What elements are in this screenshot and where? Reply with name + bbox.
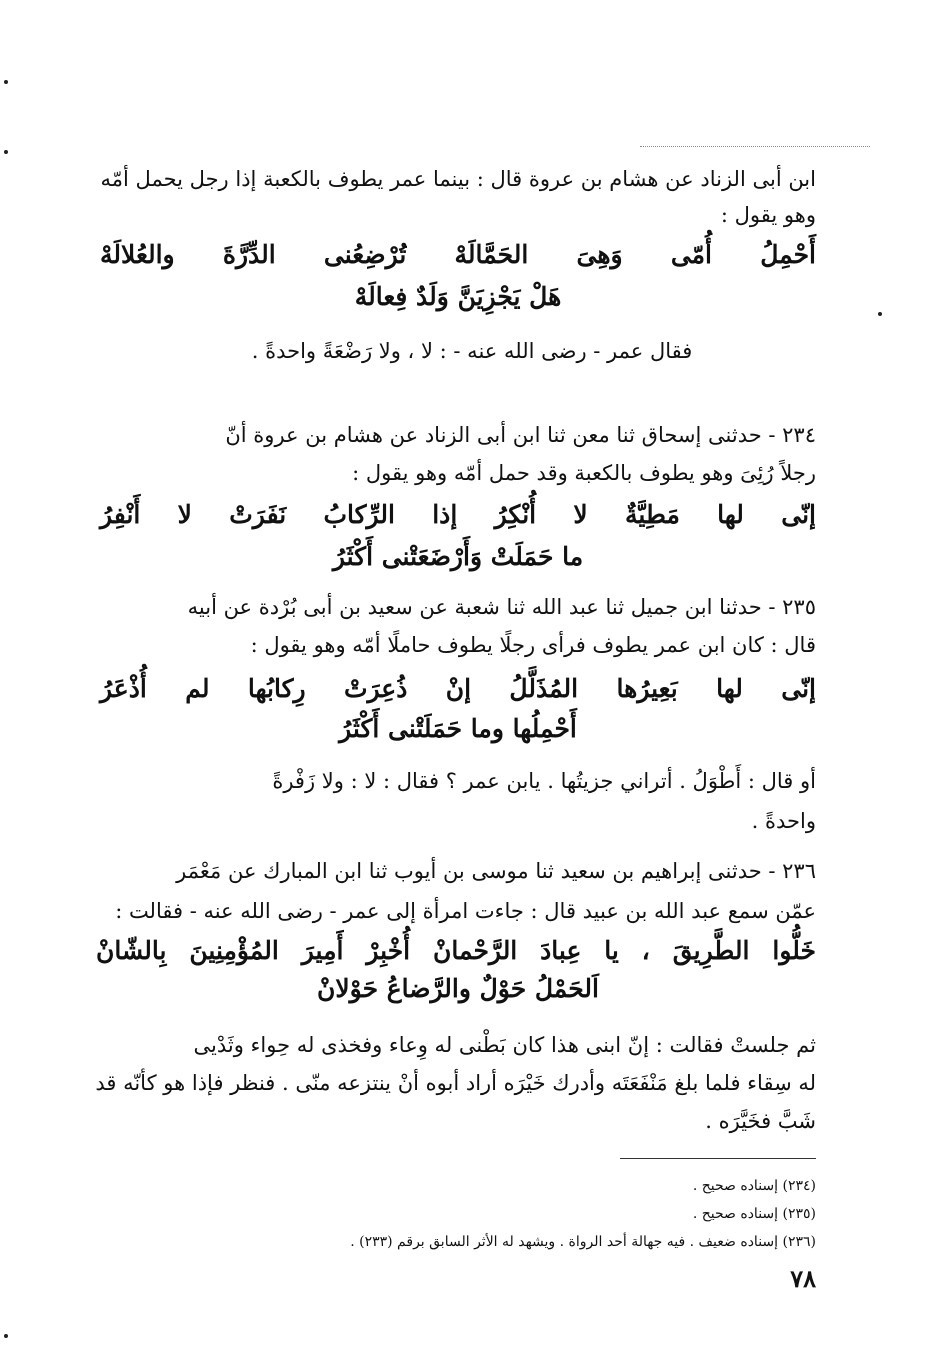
item-234-line-1: ٢٣٤ - حدثنى إسحاق ثنا معن ثنا ابن أبى الزناد عن هشام بن عروة أنّ [225,423,816,447]
item-236-line-1: ٢٣٦ - حدثنى إبراهيم بن سعيد ثنا موسى بن أيوب ثنا ابن المبارك عن مَعْمَر [176,859,816,883]
item-235-line-2: قال : كان ابن عمر يطوف فرأى رجلًا يطوف حاملًا أمّه وهو يقول : [250,633,816,657]
top-rule [640,146,870,147]
closing-line-1: ثم جلستْ فقالت : إنّ ابنى هذا كان بَطْنى له وِعاء وفخذى له حِواء وثَدْيى [193,1033,816,1057]
footnote-rule [620,1158,816,1159]
verse-2-line-1: إنّى لها مَطِيَّةٌ لا أُنْكِرُ إذا الرِّكابُ نَفَرَتْ لا أَنْفِرُ [100,500,816,529]
reply-2-line-2: واحدةً . [751,809,816,833]
verse-4-line-2: اَلحَمْلُ حَوْلٌ والرَّضاعُ حَوْلانْ [317,974,599,1003]
closing-line-3: شَبَّ فخَيَّرَه . [705,1109,816,1133]
intro-line-2: وهو يقول : [720,203,816,227]
verse-3-line-2: أَحْمِلُها وما حَمَلَتْنى أَكْثَرُ [339,714,577,743]
verse-4-line-1: خَلُّوا الطَّرِيقَ ، يا عِبادَ الرَّحْمانْ أُخْبِرْ أَمِيرَ المُؤْمِنِينَ بِالشّانْ [96,936,816,965]
intro-line-1: ابن أبى الزناد عن هشام بن عروة قال : بينما عمر يطوف بالكعبة إذا رجل يحمل أمّه [100,167,816,191]
scan-mark [4,150,8,154]
footnote-235: (٢٣٥) إسناده صحيح . [692,1206,816,1222]
item-235-line-1: ٢٣٥ - حدثنا ابن جميل ثنا عبد الله ثنا شعبة عن سعيد بن أبى بُرْدة عن أبيه [187,595,816,619]
scan-mark [4,1334,8,1338]
verse-1-line-2: هَلْ يَجْزِيَنَّ وَلَدٌ فِعالَهْ [354,282,562,311]
reply-1: فقال عمر - رضى الله عنه - : لا ، ولا رَضْعَةً واحدةً . [251,339,693,363]
scan-mark [878,312,882,316]
verse-3-line-1: إنّى لها بَعِيرُها المُذَلَّلُ إنْ ذُعِرَتْ رِكابُها لم أُذْعَرُ [100,674,816,703]
page-number: ٧٨ [790,1264,816,1293]
reply-2-line-1: أو قال : أَطْوَلُ . أتراني جزيتُها . يابن عمر ؟ فقال : لا : ولا زَفْرةً [272,769,816,793]
scan-mark [4,80,8,84]
item-234-line-2: رجلاً رُئِىَ وهو يطوف بالكعبة وقد حمل أمّه وهو يقول : [352,461,816,485]
closing-line-2: له سِقاء فلما بلغ مَنْفَعَتَه وأدرك خَيْرَه أراد أبوه أنْ ينتزعه منّى . فنظر فإذا هو كأنّه قد [95,1071,816,1095]
verse-2-line-2: ما حَمَلَتْ وَأَرْضَعَتْنى أَكْثَرُ [332,542,584,571]
verse-1-line-1: أَحْمِلُ أُمّى وَهِىَ الحَمَّالَهْ تُرْضِعُنى الدِّرَّةَ والعُلالَهْ [100,240,816,269]
footnote-234: (٢٣٤) إسناده صحيح . [692,1178,816,1194]
footnote-236: (٢٣٦) إسناده ضعيف . فيه جهالة أحد الرواة . ويشهد له الأثر السابق برقم (٢٣٣) . [350,1234,816,1250]
item-236-line-2: عمّن سمع عبد الله بن عبيد قال : جاءت امرأة إلى عمر - رضى الله عنه - فقالت : [115,899,816,923]
